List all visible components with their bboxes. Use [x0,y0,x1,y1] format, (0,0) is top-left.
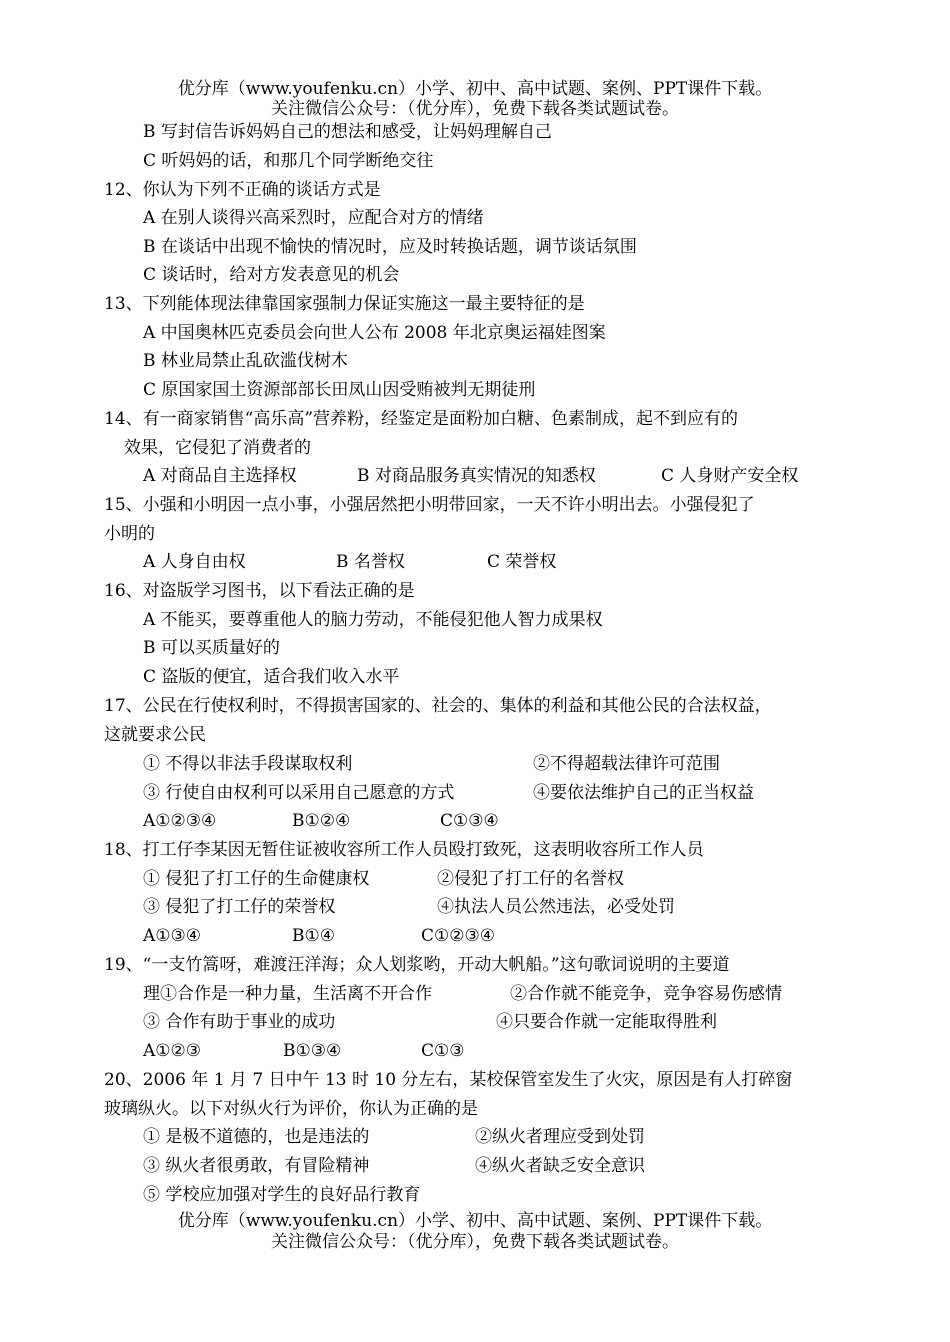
q17-statement-1: ① 不得以非法手段谋取权利 [143,754,353,774]
q16-option-c: C 盗版的便宜，适合我们收入水平 [143,667,400,687]
q16-option-b: B 可以买质量好的 [143,638,280,658]
q20-statement-5: ⑤ 学校应加强对学生的良好品行教育 [143,1185,421,1205]
q15-option-a: A 人身自由权 [143,552,246,572]
q17-stem-line-2: 这就要求公民 [104,725,206,745]
q20-statement-4: ④纵火者缺乏安全意识 [475,1156,645,1176]
q11-option-b: B 写封信告诉妈妈自己的想法和感受，让妈妈理解自己 [143,122,552,142]
q20-statement-2: ②纵火者理应受到处罚 [475,1127,645,1147]
q17-option-c: C①③④ [440,811,499,831]
q20-statement-1: ① 是极不道德的，也是违法的 [143,1127,370,1147]
q19-statement-4: ④只要合作就一定能取得胜利 [496,1012,717,1032]
q15-option-b: B 名誉权 [336,552,405,572]
q19-option-b: B①③④ [283,1041,342,1061]
q18-option-c: C①②③④ [421,926,495,946]
q16-option-a: A 不能买，要尊重他人的脑力劳动，不能侵犯他人智力成果权 [143,610,603,630]
q17-statement-4: ④要依法维护自己的正当权益 [533,783,754,803]
q13-option-a: A 中国奥林匹克委员会向世人公布 2008 年北京奥运福娃图案 [143,323,606,343]
q15-stem-line-1: 15、小强和小明因一点小事，小强居然把小明带回家，一天不许小明出去。小强侵犯了 [104,495,755,515]
q14-stem-line-2: 效果，它侵犯了消费者的 [124,438,311,458]
q17-statement-2: ②不得超载法律许可范围 [533,754,720,774]
q12-option-c: C 谈话时，给对方发表意见的机会 [143,265,400,285]
q18-statement-2: ②侵犯了打工仔的名誉权 [437,869,624,889]
q12-option-a: A 在别人谈得兴高采烈时，应配合对方的情绪 [143,208,484,228]
q14-stem-line-1: 14、有一商家销售“高乐高”营养粉，经鉴定是面粉加白糖、色素制成，起不到应有的 [104,409,739,429]
q17-option-a: A①②③④ [143,811,217,831]
q18-stem: 18、打工仔李某因无暂住证被收容所工作人员殴打致死，这表明收容所工作人员 [104,840,704,860]
q17-statement-3: ③ 行使自由权利可以采用自己愿意的方式 [143,783,455,803]
footer-line-2: 关注微信公众号：（优分库），免费下载各类试题试卷。 [271,1232,679,1252]
q20-stem-line-2: 玻璃纵火。以下对纵火行为评价，你认为正确的是 [104,1099,478,1119]
header-line-2: 关注微信公众号：（优分库），免费下载各类试题试卷。 [271,99,679,119]
q11-option-c: C 听妈妈的话，和那几个同学断绝交往 [143,151,434,171]
q18-option-a: A①③④ [143,926,201,946]
q12-option-b: B 在谈话中出现不愉快的情况时，应及时转换话题，调节谈话氛围 [143,237,637,257]
q16-stem: 16、对盗版学习图书，以下看法正确的是 [104,581,415,601]
q18-statement-3: ③ 侵犯了打工仔的荣誉权 [143,897,336,917]
q15-option-c: C 荣誉权 [487,552,557,572]
q17-option-b: B①②④ [292,811,351,831]
q20-statement-3: ③ 纵火者很勇敢，有冒险精神 [143,1156,370,1176]
q19-stem-line-1: 19、“一支竹篙呀，难渡汪洋海；众人划浆哟，开动大帆船。”这句歌词说明的主要道 [104,955,730,975]
q19-statement-2: ②合作就不能竞争，竞争容易伤感情 [510,984,782,1004]
q14-option-a: A 对商品自主选择权 [143,466,297,486]
q12-stem: 12、你认为下列不正确的谈话方式是 [104,180,381,200]
q18-option-b: B①④ [292,926,335,946]
q19-statement-3: ③ 合作有助于事业的成功 [143,1012,336,1032]
q13-option-b: B 林业局禁止乱砍滥伐树木 [143,351,348,371]
q19-option-a: A①②③ [143,1041,201,1061]
q13-option-c: C 原国家国土资源部部长田凤山因受贿被判无期徒刑 [143,380,536,400]
q14-option-b: B 对商品服务真实情况的知悉权 [357,466,596,486]
header-line-1: 优分库（www.youfenku.cn）小学、初中、高中试题、案例、PPT课件下载。 [177,79,773,99]
q13-stem: 13、下列能体现法律靠国家强制力保证实施这一最主要特征的是 [104,294,585,314]
q19-stem-line-2: 理①合作是一种力量，生活离不开合作 [143,984,432,1004]
q20-stem-line-1: 20、2006 年 1 月 7 日中午 13 时 10 分左右，某校保管室发生了火灾，原因是有人打碎窗 [104,1070,793,1090]
q14-option-c: C 人身财产安全权 [661,466,799,486]
q17-stem-line-1: 17、公民在行使权利时，不得损害国家的、社会的、集体的利益和其他公民的合法权益， [104,696,772,716]
q18-statement-1: ① 侵犯了打工仔的生命健康权 [143,869,370,889]
footer-line-1: 优分库（www.youfenku.cn）小学、初中、高中试题、案例、PPT课件下载。 [177,1211,773,1231]
q15-stem-line-2: 小明的 [104,524,155,544]
q18-statement-4: ④执法人员公然违法，必受处罚 [437,897,675,917]
q19-option-c: C①③ [421,1041,465,1061]
